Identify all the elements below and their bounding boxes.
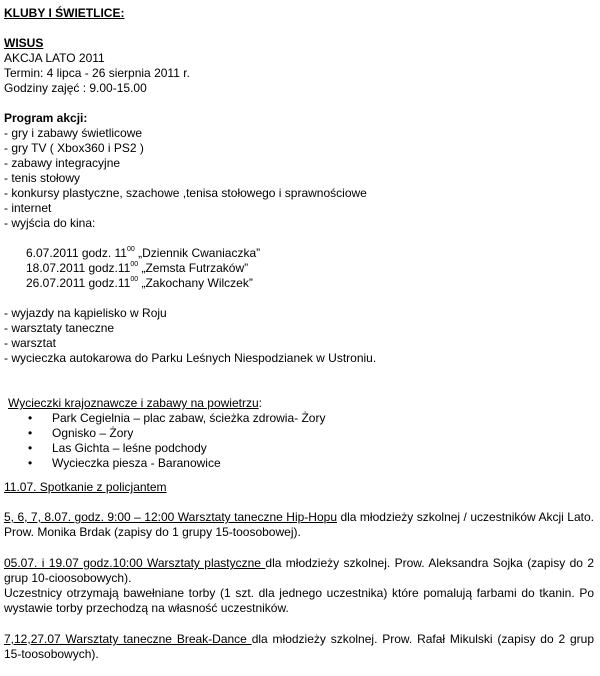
event-art-workshop-note: Uczestnicy otrzymają bawełniane torby (1 szt. dla jednego uczestnika) które pomalują farbami do tkanin. Po wystawie torby przechodzą na własność uczestników. bbox=[4, 586, 594, 615]
program-title: Program akcji: bbox=[4, 111, 88, 125]
program-item: - konkursy plastyczne, szachowe ,tenisa stołowego i sprawnościowe bbox=[4, 186, 367, 200]
program-list-a bbox=[4, 126, 600, 231]
event-hours: Godziny zajęć : 9.00-15.00 bbox=[4, 81, 147, 95]
program-item: - gry i zabawy świetlicowe bbox=[4, 126, 143, 140]
program-item: - tenis stołowy bbox=[4, 171, 81, 185]
trip-item: • Wycieczka piesza - Baranowice bbox=[28, 456, 600, 471]
cinema-item: 6.07.2011 godz. $11^{00}$ „Dziennik Cwaniaczka” bbox=[26, 246, 261, 260]
trip-item: • Ognisko – Żory bbox=[28, 426, 600, 441]
program-item: - internet bbox=[4, 201, 52, 215]
program-item: - wyjścia do kina: bbox=[4, 216, 96, 230]
event-art-workshop: 05.07. i 19.07 godz.10:00 Warsztaty plastyczne dla młodzieży szkolnej. Prow. Aleksandra Sojka (zapisy do 2 grup 10-cioosobowych). bbox=[4, 556, 595, 585]
program-list-b bbox=[4, 306, 600, 366]
event-hiphop: 5, 6, 7, 8.07. godz. 9:00 – 12:00 Warsztaty taneczne Hip-Hopu dla młodzieży szkolnej / uczestników Akcji Lato. Prow. Monika Brdak (zapisy do 1 grupy 15-toosobowej). bbox=[4, 510, 594, 539]
program-item: - wycieczka autokarowa do Parku Leśnych Niespodzianek w Ustroniu. bbox=[4, 351, 377, 365]
event-breakdance: 7,12,27.07 Warsztaty taneczne Break-Dance dla młodzieży szkolnej. Prow. Rafał Mikulski (zapisy do 2 grup 15-toosobowych). bbox=[4, 632, 594, 661]
cinema-item: 26.07.2011 $godz.11^{00}$ „Zakochany Wilczek” bbox=[26, 276, 253, 290]
event-name: AKCJA LATO 2011 bbox=[4, 51, 105, 65]
program-item: - gry TV ( Xbox360 i PS2 ) bbox=[4, 141, 144, 155]
event-policeman: 11.07. Spotkanie z policjantem bbox=[4, 480, 167, 494]
org-name: WISUS bbox=[4, 36, 44, 50]
program-item: - warsztat bbox=[4, 336, 57, 350]
event-term: Termin: 4 lipca - 26 sierpnia 2011 r. bbox=[4, 66, 190, 80]
program-item: - zabawy integracyjne bbox=[4, 156, 121, 170]
document-heading: KLUBY I ŚWIETLICE: bbox=[4, 6, 125, 20]
cinema-item: 18.07.2011 $godz.11^{00}$ „Zemsta Futrzaków” bbox=[26, 261, 249, 275]
cinema-list bbox=[4, 246, 600, 291]
trip-item: • Park Cegielnia – plac zabaw, ścieżka zdrowia- Żory bbox=[28, 411, 600, 426]
program-item: - wyjazdy na kąpielisko w Roju bbox=[4, 306, 167, 320]
trips-list bbox=[4, 411, 600, 471]
trip-item: • Las Gichta – leśne podchody bbox=[28, 441, 600, 456]
program-item: - warsztaty taneczne bbox=[4, 321, 115, 335]
trips-title: Wycieczki krajoznawcze i zabawy na powietrzu: bbox=[8, 396, 262, 410]
